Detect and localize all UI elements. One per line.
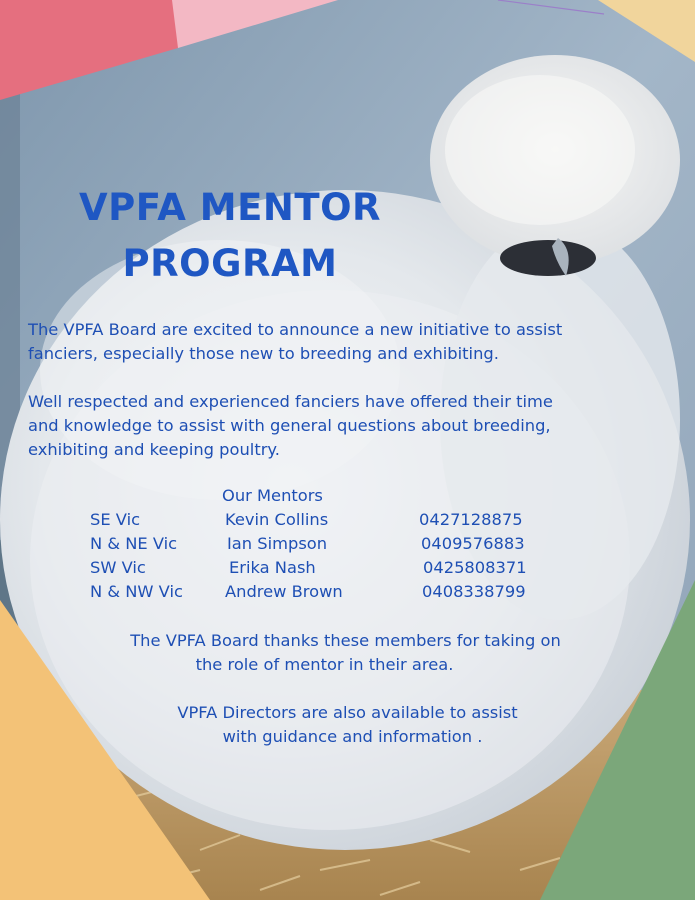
- mentor-region: N & NE Vic: [90, 534, 178, 553]
- mentor-region: N & NW Vic: [90, 582, 183, 601]
- mentor-name: Erika Nash: [229, 558, 316, 577]
- directors-text-line-1: VPFA Directors are also available to assist: [177, 703, 518, 722]
- mentor-region: SW Vic: [90, 558, 146, 577]
- mentor-phone: 0427128875: [419, 510, 523, 529]
- mentor-name: Ian Simpson: [227, 534, 328, 553]
- intro-text-line-2: fanciers, especially those new to breeding and exhibiting.: [28, 344, 499, 363]
- page-title-line-2: PROGRAM: [122, 242, 338, 285]
- mentor-name: Kevin Collins: [225, 510, 329, 529]
- mentor-phone: 0425808371: [423, 558, 527, 577]
- mentor-name: Andrew Brown: [225, 582, 343, 601]
- experienced-text-line-1: Well respected and experienced fanciers have offered their time: [28, 392, 553, 411]
- experienced-text-line-3: exhibiting and keeping poultry.: [28, 440, 280, 459]
- page-title-line-1: VPFA MENTOR: [78, 186, 382, 229]
- experienced-text-line-2: and knowledge to assist with general questions about breeding,: [28, 416, 551, 435]
- thanks-text-line-2: the role of mentor in their area.: [195, 655, 454, 674]
- mentor-phone: 0408338799: [422, 582, 526, 601]
- intro-text-line-1: The VPFA Board are excited to announce a new initiative to assist: [28, 320, 563, 339]
- directors-text-line-2: with guidance and information .: [222, 727, 483, 746]
- mentors-heading: Our Mentors: [222, 486, 323, 505]
- mentor-phone: 0409576883: [421, 534, 525, 553]
- mentor-region: SE Vic: [90, 510, 141, 529]
- thanks-text-line-1: The VPFA Board thanks these members for taking on: [130, 631, 561, 650]
